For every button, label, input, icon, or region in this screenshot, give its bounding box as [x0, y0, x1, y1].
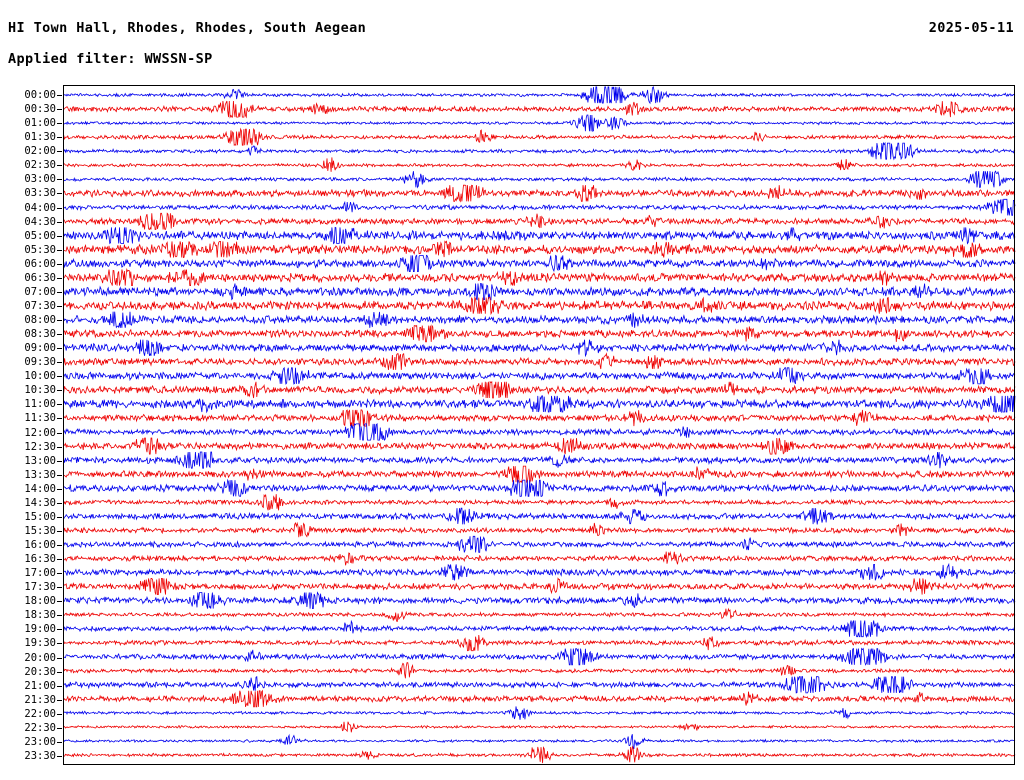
- y-tick-mark: [57, 250, 62, 251]
- trace-line: [63, 649, 1015, 665]
- y-tick-mark: [57, 714, 62, 715]
- trace-line: [63, 340, 1015, 356]
- y-tick-mark: [57, 165, 62, 166]
- y-tick-mark: [57, 109, 62, 110]
- y-tick-label: 15:30: [24, 524, 56, 537]
- y-tick-mark: [57, 742, 62, 743]
- trace-line: [63, 326, 1015, 342]
- trace-line: [63, 241, 1015, 257]
- y-tick-mark: [57, 475, 62, 476]
- trace-line: [63, 578, 1015, 594]
- y-tick-label: 04:30: [24, 215, 56, 228]
- y-tick-mark: [57, 151, 62, 152]
- trace-line: [63, 564, 1015, 580]
- trace-line: [63, 157, 1015, 171]
- y-tick-label: 17:00: [24, 567, 56, 580]
- y-tick-label: 15:00: [24, 510, 56, 523]
- y-tick-label: 20:30: [24, 665, 56, 678]
- trace-line: [63, 171, 1015, 187]
- y-tick-label: 17:30: [24, 581, 56, 594]
- y-tick-label: 05:30: [24, 243, 56, 256]
- y-tick-label: 16:30: [24, 553, 56, 566]
- y-tick-mark: [57, 362, 62, 363]
- y-tick-mark: [57, 123, 62, 124]
- y-axis-tick-labels: [0, 85, 62, 766]
- y-tick-label: 07:00: [24, 285, 56, 298]
- y-tick-mark: [57, 404, 62, 405]
- y-tick-mark: [57, 376, 62, 377]
- y-tick-mark: [57, 193, 62, 194]
- y-tick-mark: [57, 756, 62, 757]
- y-tick-mark: [57, 292, 62, 293]
- y-tick-label: 16:00: [24, 539, 56, 552]
- y-tick-mark: [57, 686, 62, 687]
- y-tick-label: 23:30: [24, 750, 56, 762]
- trace-line: [63, 593, 1015, 609]
- y-tick-mark: [57, 306, 62, 307]
- trace-line: [63, 609, 1015, 622]
- trace-line: [63, 298, 1015, 314]
- trace-line: [63, 227, 1015, 243]
- trace-line: [63, 677, 1015, 693]
- trace-line: [63, 396, 1015, 412]
- trace-line: [63, 143, 1015, 159]
- y-tick-mark: [57, 503, 62, 504]
- trace-line: [63, 722, 1015, 733]
- y-tick-mark: [57, 672, 62, 673]
- trace-line: [63, 452, 1015, 468]
- trace-line: [63, 115, 1015, 131]
- trace-line: [63, 424, 1015, 440]
- y-tick-label: 05:00: [24, 229, 56, 242]
- y-tick-mark: [57, 179, 62, 180]
- y-tick-label: 00:00: [24, 89, 56, 101]
- y-tick-mark: [57, 278, 62, 279]
- y-tick-mark: [57, 447, 62, 448]
- y-tick-mark: [57, 264, 62, 265]
- y-tick-label: 11:30: [24, 412, 56, 425]
- y-tick-mark: [57, 320, 62, 321]
- y-tick-label: 22:30: [24, 721, 56, 734]
- y-tick-label: 10:30: [24, 384, 56, 397]
- y-tick-label: 18:30: [24, 609, 56, 622]
- trace-line: [63, 536, 1015, 552]
- trace-line: [63, 734, 1015, 749]
- trace-line: [63, 410, 1015, 426]
- y-tick-mark: [57, 601, 62, 602]
- y-tick-mark: [57, 629, 62, 630]
- y-tick-label: 00:30: [24, 103, 56, 116]
- helicorder-plot: [63, 85, 1016, 766]
- y-tick-label: 09:00: [24, 342, 56, 355]
- y-tick-label: 09:30: [24, 356, 56, 369]
- y-tick-label: 03:00: [24, 173, 56, 186]
- y-tick-label: 14:00: [24, 482, 56, 495]
- trace-line: [63, 213, 1015, 229]
- y-tick-label: 19:30: [24, 637, 56, 650]
- y-tick-label: 20:00: [24, 651, 56, 664]
- y-tick-label: 12:30: [24, 440, 56, 453]
- y-tick-label: 01:00: [24, 117, 56, 130]
- y-tick-mark: [57, 531, 62, 532]
- trace-line: [63, 706, 1015, 719]
- y-tick-label: 22:00: [24, 707, 56, 720]
- chart-header: [0, 0, 1024, 76]
- y-tick-label: 12:00: [24, 426, 56, 439]
- y-tick-label: 11:00: [24, 398, 56, 411]
- y-tick-label: 04:00: [24, 201, 56, 214]
- trace-line: [63, 185, 1015, 201]
- y-tick-mark: [57, 559, 62, 560]
- y-tick-mark: [57, 573, 62, 574]
- trace-line: [63, 466, 1015, 482]
- trace-line: [63, 663, 1015, 679]
- seismogram-traces: [63, 85, 1016, 766]
- trace-line: [63, 255, 1015, 271]
- record-date: 2025-05-11: [928, 20, 1014, 36]
- y-tick-mark: [57, 517, 62, 518]
- y-tick-label: 02:30: [24, 159, 56, 172]
- trace-line: [63, 87, 1015, 103]
- y-tick-mark: [57, 587, 62, 588]
- trace-line: [63, 691, 1015, 707]
- trace-line: [63, 129, 1015, 145]
- trace-line: [63, 270, 1015, 286]
- trace-line: [63, 382, 1015, 398]
- y-tick-label: 10:00: [24, 370, 56, 383]
- y-tick-label: 01:30: [24, 131, 56, 144]
- y-tick-mark: [57, 95, 62, 96]
- y-tick-mark: [57, 236, 62, 237]
- trace-line: [63, 552, 1015, 566]
- y-tick-label: 13:00: [24, 454, 56, 467]
- y-tick-label: 06:00: [24, 257, 56, 270]
- y-tick-label: 08:30: [24, 328, 56, 341]
- y-tick-mark: [57, 433, 62, 434]
- trace-line: [63, 494, 1015, 510]
- trace-line: [63, 508, 1015, 524]
- y-tick-mark: [57, 700, 62, 701]
- trace-line: [63, 284, 1015, 300]
- trace-line: [63, 199, 1015, 215]
- trace-line: [63, 747, 1015, 763]
- y-tick-mark: [57, 658, 62, 659]
- y-tick-mark: [57, 348, 62, 349]
- y-tick-label: 23:00: [24, 735, 56, 748]
- y-tick-mark: [57, 418, 62, 419]
- y-tick-mark: [57, 208, 62, 209]
- trace-line: [63, 101, 1015, 117]
- trace-line: [63, 635, 1015, 651]
- y-tick-label: 06:30: [24, 271, 56, 284]
- y-tick-mark: [57, 461, 62, 462]
- y-tick-label: 14:30: [24, 496, 56, 509]
- y-tick-mark: [57, 643, 62, 644]
- y-tick-mark: [57, 390, 62, 391]
- y-tick-label: 03:30: [24, 187, 56, 200]
- trace-line: [63, 312, 1015, 328]
- y-tick-label: 18:00: [24, 595, 56, 608]
- y-tick-label: 19:00: [24, 623, 56, 636]
- y-tick-label: 21:30: [24, 693, 56, 706]
- y-tick-label: 02:00: [24, 145, 56, 158]
- trace-line: [63, 480, 1015, 496]
- trace-line: [63, 523, 1015, 537]
- y-tick-mark: [57, 728, 62, 729]
- y-tick-mark: [57, 489, 62, 490]
- y-tick-label: 21:00: [24, 679, 56, 692]
- trace-line: [63, 621, 1015, 637]
- trace-line: [63, 368, 1015, 384]
- y-tick-label: 07:30: [24, 299, 56, 312]
- trace-line: [63, 438, 1015, 454]
- y-tick-label: 08:00: [24, 314, 56, 327]
- y-tick-mark: [57, 615, 62, 616]
- y-tick-label: 13:30: [24, 468, 56, 481]
- y-tick-mark: [57, 222, 62, 223]
- y-tick-mark: [57, 334, 62, 335]
- trace-line: [63, 354, 1015, 370]
- y-tick-mark: [57, 545, 62, 546]
- applied-filter-label: Applied filter: WWSSN-SP: [8, 51, 213, 67]
- page-title: HI Town Hall, Rhodes, Rhodes, South Aegean: [8, 20, 367, 36]
- y-tick-mark: [57, 137, 62, 138]
